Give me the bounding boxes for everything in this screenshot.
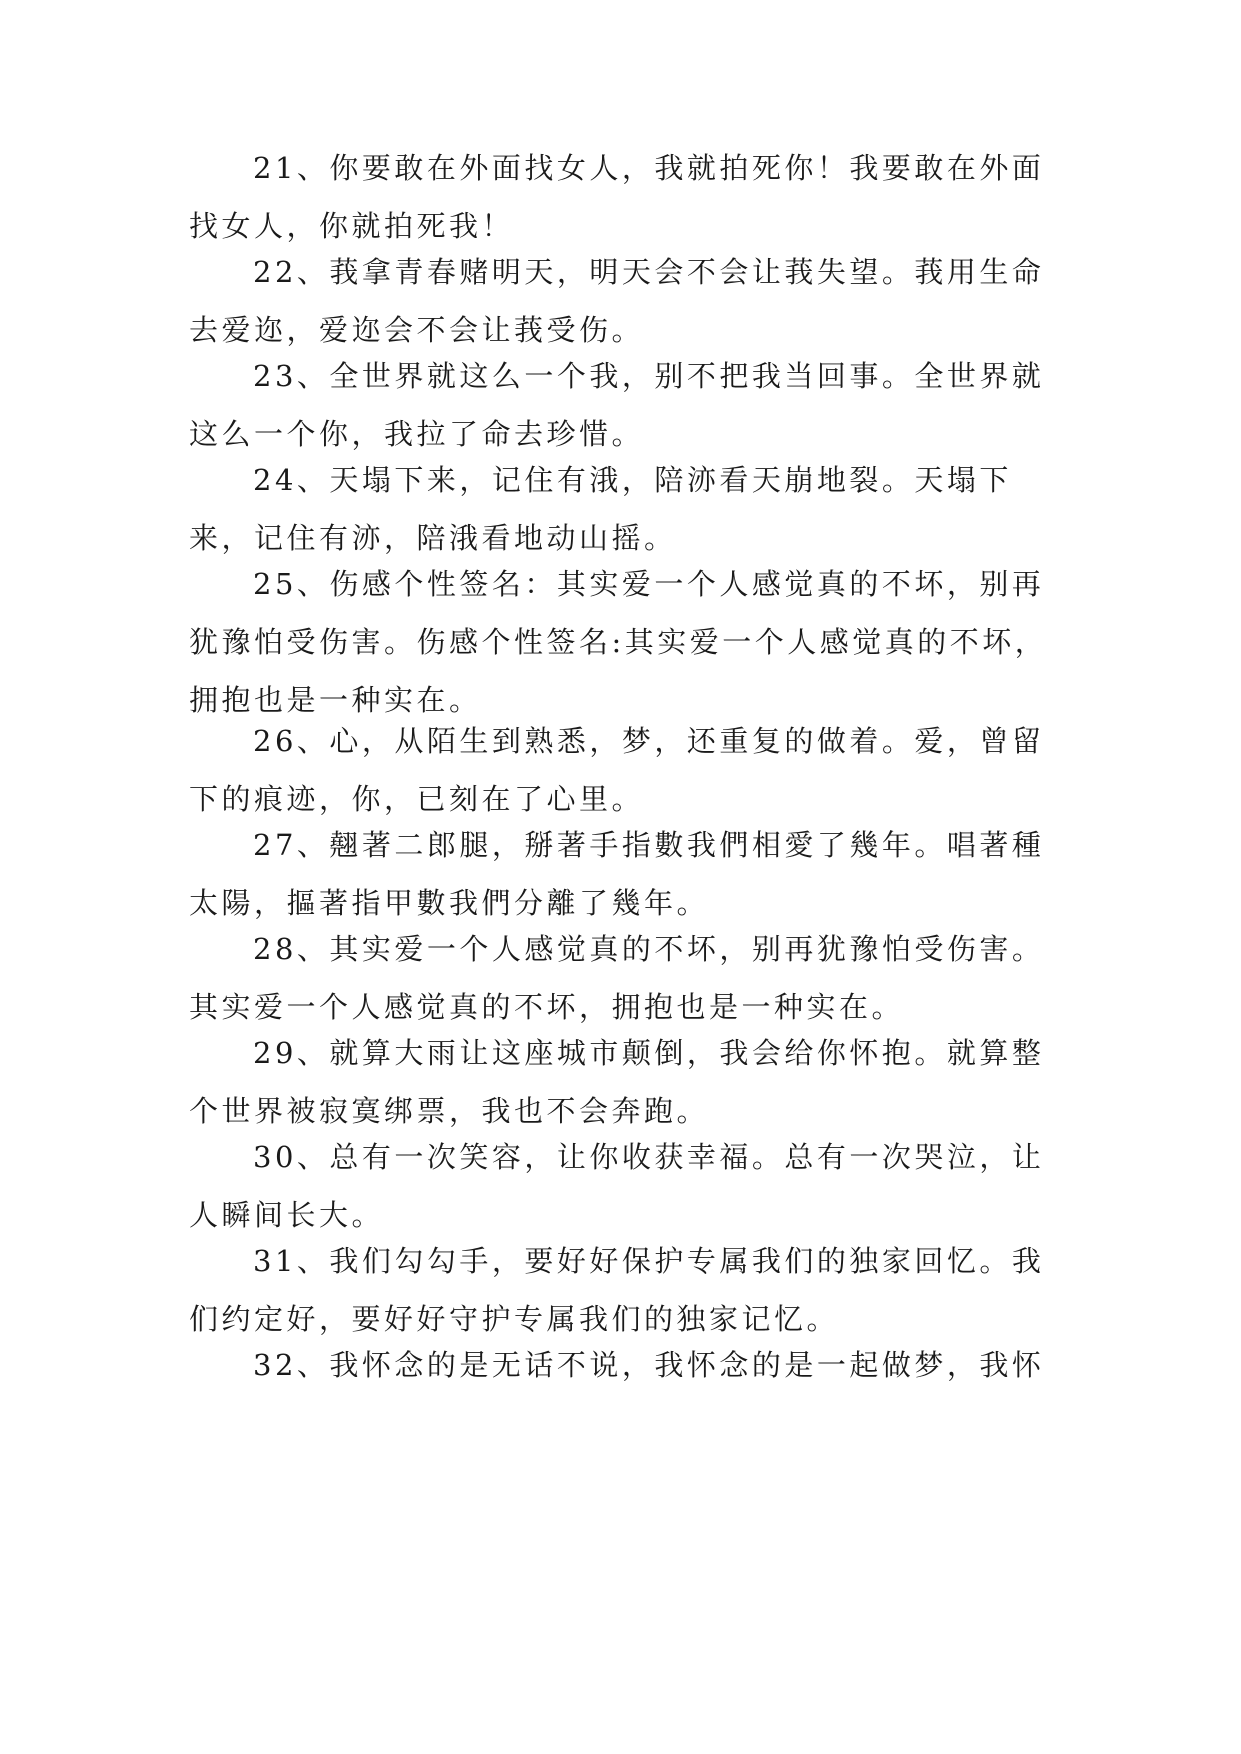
entry-25: 25、伤感个性签名：其实爱一个人感觉真的不坏，别再犹豫怕受伤害。伤感个性签名:其实爱一个人感觉真的不坏，拥抱也是一种实在。 xyxy=(189,567,1048,717)
entry-27: 27、翹著二郎腿，掰著手指數我們相愛了幾年。唱著種太陽，摳著指甲數我們分離了幾年。 xyxy=(189,828,1045,920)
entry-26: 26、心，从陌生到熟悉，梦，还重复的做着。爱，曾留下的痕迹，你，已刻在了心里。 xyxy=(189,724,1045,816)
entry-29: 29、就算大雨让这座城市颠倒，我会给你怀抱。就算整个世界被寂寞绑票，我也不会奔跑。 xyxy=(189,1036,1045,1128)
entry-24: 24、天塌下来，记住有涐，陪洂看天崩地裂。天塌下来，记住有洂，陪涐看地动山摇。 xyxy=(189,463,1012,555)
entry-21: 21、你要敢在外面找女人，我就拍死你！我要敢在外面找女人，你就拍死我！ xyxy=(189,151,1045,243)
entry-31: 31、我们勾勾手，要好好保护专属我们的独家回忆。我们约定好，要好好守护专属我们的独家记忆。 xyxy=(189,1244,1045,1336)
entry-32: 32、我怀念的是无话不说，我怀念的是一起做梦，我怀 xyxy=(253,1348,1045,1382)
entry-28: 28、其实爱一个人感觉真的不坏，别再犹豫怕受伤害。其实爱一个人感觉真的不坏，拥抱也是一种实在。 xyxy=(189,932,1045,1024)
entry-30: 30、总有一次笑容，让你收获幸福。总有一次哭泣，让人瞬间长大。 xyxy=(189,1140,1045,1232)
entry-23: 23、全世界就这么一个我，别不把我当回事。全世界就这么一个你，我拉了命去珍惜。 xyxy=(189,359,1045,451)
entry-22: 22、莪拿青春赌明天，明天会不会让莪失望。莪用生命去爱迩，爱迩会不会让莪受伤。 xyxy=(189,255,1045,347)
